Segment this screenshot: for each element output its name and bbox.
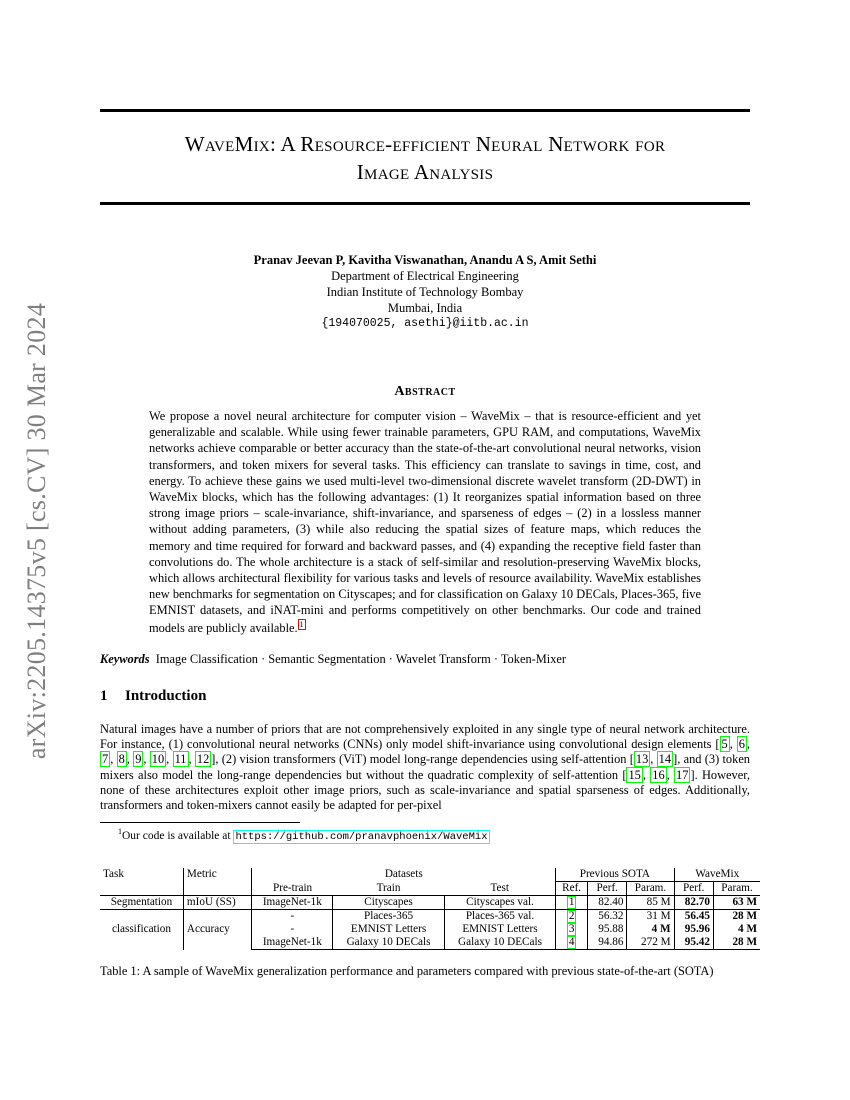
- th-previous-sota: Previous SOTA: [556, 868, 674, 882]
- keywords-label: Keywords: [100, 652, 150, 666]
- table-row: - EMNIST Letters EMNIST Letters 3 95.88 4 M 95.96 4 M: [100, 923, 760, 936]
- th-param: Param.: [627, 882, 674, 896]
- citation-link[interactable]: 2: [568, 910, 575, 922]
- citation-link[interactable]: 16: [652, 767, 665, 782]
- intro-text-4: . However, none of these architectures exploit other image priors, such as scale-invariance and spatial sparseness of edges. Additionally, transformers and token-mixers cannot easily be adapted for per-pixel: [100, 767, 750, 813]
- abstract-heading: Abstract: [394, 384, 456, 399]
- arxiv-id: arXiv:2205.14375v5 [cs.CV] 30 Mar 2024: [22, 302, 51, 760]
- citation-link[interactable]: 11: [174, 752, 187, 767]
- paper-title: [100, 130, 750, 186]
- citation-link[interactable]: 9: [135, 752, 142, 767]
- author-block: [100, 252, 750, 332]
- intro-text-2: , (2) vision transformers (ViT) model long-range dependencies using self-attention: [215, 752, 630, 767]
- citation-link[interactable]: 17: [676, 767, 689, 782]
- citation-link[interactable]: 6: [738, 737, 745, 752]
- citation-link[interactable]: 12: [196, 752, 210, 767]
- author-institute: Indian Institute of Technology Bombay: [326, 285, 524, 299]
- intro-text-1: Natural images have a number of priors that are not comprehensively exploited in any single type of neural network architecture. For instance, (1) convolutional neural networks (CNNs) only model shift-invariance using convolutional design elements: [100, 722, 750, 752]
- th-perf: Perf.: [588, 882, 627, 896]
- table-row: classification Accuracy - Places-365 Places-365 val. 2 56.32 31 M 56.45 28 M: [100, 910, 760, 924]
- citation-link[interactable]: 15: [628, 767, 641, 782]
- table-caption: Table 1: A sample of WaveMix generalization performance and parameters compared with previous state-of-the-art (SOTA): [100, 964, 714, 978]
- title-top-rule: [100, 109, 750, 112]
- section-number: 1: [100, 688, 108, 704]
- th-wm-param: Param.: [713, 882, 760, 896]
- citation-link[interactable]: 13: [635, 752, 649, 767]
- table-row: Segmentation mIoU (SS) ImageNet-1k Cityscapes Cityscapes val. 1 82.40 85 M 82.70 63 M: [100, 896, 760, 910]
- footnote-url-link[interactable]: https://github.com/pranavphoenix/WaveMix: [235, 830, 488, 843]
- th-metric: Metric: [183, 868, 251, 882]
- author-names: Pranav Jeevan P, Kavitha Viswanathan, Anandu A S, Amit Sethi: [253, 253, 597, 267]
- footnote-mark: 1: [118, 827, 122, 836]
- th-pretrain: Pre-train: [252, 882, 333, 896]
- citation-link[interactable]: 3: [568, 923, 575, 935]
- intro-paragraph: Natural images have a number of priors that are not comprehensively exploited in any single type of neural network architecture. For instance, (1) convolutional neural networks (CNNs) only model shift-invariance using convolutional design elements [ 5 , 6 , 7 , 8 , 9 , 10 , 11 , 12 ], (2) vision transformers (ViT) model long-range dependencies using self-attention [ 13 , 14 ], and (3) token mixers also model the long-range dependencies but without the quadratic complexity of self-attention [ 15 , 16 , 17 ]. However, none of these architectures exploit other image priors, such as scale-invariance and spatial sparseness of edges. Additionally, transformers and token-mixers cannot easily be adapted for per-pixel: [100, 722, 751, 813]
- citation-link[interactable]: 4: [568, 936, 575, 948]
- arxiv-sidebar: [22, 286, 52, 776]
- th-task: Task: [103, 868, 124, 880]
- th-wm-perf: Perf.: [674, 882, 713, 896]
- footnote-rule: [100, 822, 300, 823]
- citation-link[interactable]: 14: [658, 752, 672, 767]
- citation-link[interactable]: 1: [568, 896, 575, 908]
- author-email: {194070025, asethi}@iitb.ac.in: [321, 317, 529, 330]
- abstract-footnote-link[interactable]: 1: [299, 619, 304, 629]
- th-train: Train: [333, 882, 444, 896]
- th-ref: Ref.: [556, 882, 588, 896]
- intro-text-3: , and (3) token mixers also model the long-range dependencies but without the quadratic complexity of self-attention: [100, 752, 751, 782]
- table-row: ImageNet-1k Galaxy 10 DECals Galaxy 10 DECals 4 94.86 272 M 95.42 28 M: [100, 936, 760, 950]
- citation-link[interactable]: 10: [151, 752, 165, 767]
- keywords: [100, 652, 750, 667]
- abstract-body: [149, 408, 701, 636]
- author-department: Department of Electrical Engineering: [331, 269, 519, 283]
- footnote: [118, 825, 490, 844]
- title-line-1: WaveMix: A Resource-efficient Neural Network for: [184, 132, 666, 156]
- keywords-text: Image Classification · Semantic Segmentation · Wavelet Transform · Token-Mixer: [155, 652, 567, 666]
- citation-link[interactable]: 8: [118, 752, 125, 767]
- section-heading: [100, 688, 206, 705]
- title-bottom-rule: [100, 202, 750, 205]
- th-wavemix: WaveMix: [674, 868, 760, 882]
- section-title: Introduction: [125, 688, 207, 704]
- th-datasets: Datasets: [252, 868, 556, 882]
- footnote-text: Our code is available at: [122, 829, 234, 842]
- th-test: Test: [444, 882, 555, 896]
- citation-link[interactable]: 7: [102, 752, 109, 767]
- abstract-text: We propose a novel neural architecture for computer vision – WaveMix – that is resource-efficient and yet generalizable and scalable. While using fewer trainable parameters, GPU RAM, and computations, WaveMix networks achieve comparable or better accuracy than the state-of-the-art convolutional neural networks, vision transformers, and token mixers for several tasks. This efficiency can translate to savings in time, cost, and energy. To achieve these gains we used multi-level two-dimensional discrete wavelet transform (2D-DWT) in WaveMix blocks, which has the following advantages: (1) It reorganizes spatial information based on three strong image priors – scale-invariance, shift-invariance, and sparseness of edges – (2) in a lossless manner without adding parameters, (3) while also reducing the spatial sizes of feature maps, which reduces the memory and time required for forward and backward passes, and (4) expanding the receptive field faster than convolutions do. The whole architecture is a stack of self-similar and resolution-preserving WaveMix blocks, which allows architectural flexibility for various tasks and levels of resource availability. WaveMix establishes new benchmarks for segmentation on Cityscapes; and for classification on Galaxy 10 DECals, Places-365, five EMNIST datasets, and iNAT-mini and performs competitively on other benchmarks. Our code and trained models are publicly available.: [149, 409, 701, 635]
- author-city: Mumbai, India: [387, 301, 463, 315]
- results-table: [100, 868, 760, 950]
- citation-link[interactable]: 5: [721, 737, 728, 752]
- title-line-2: Image Analysis: [356, 160, 494, 184]
